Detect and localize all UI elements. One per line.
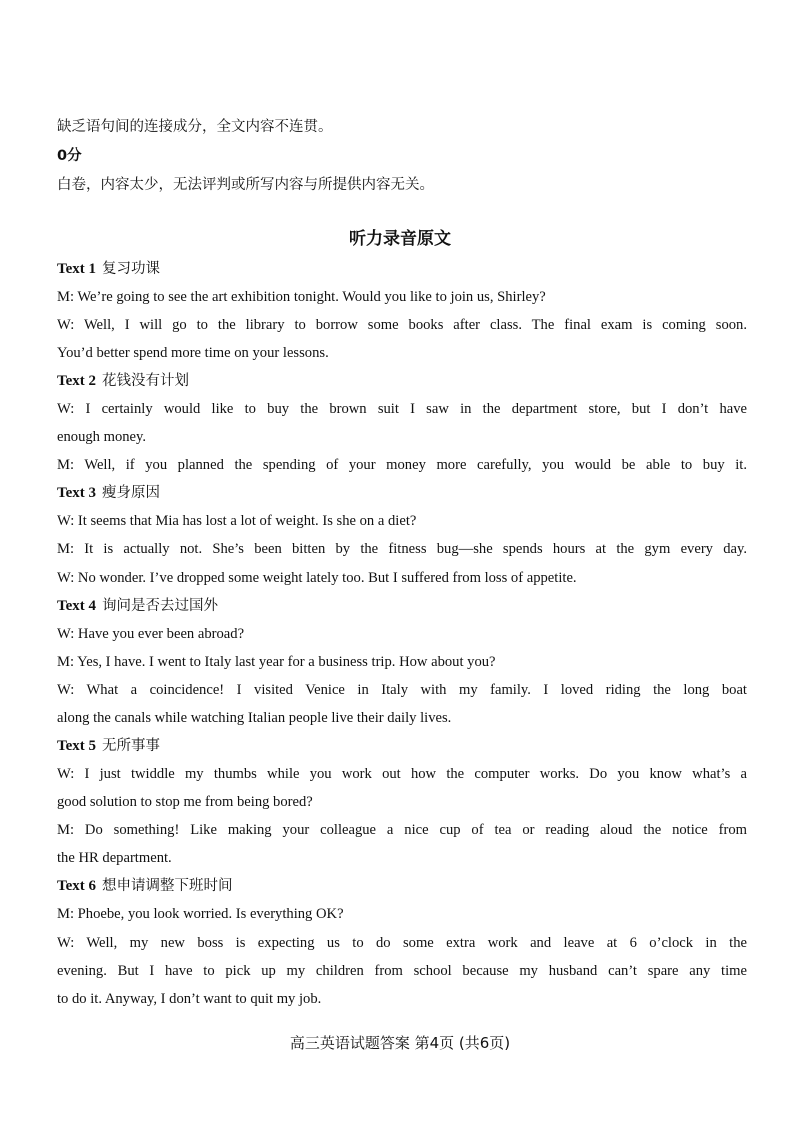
dialog-line: M: It is actually not. She’s been bitten by the fitness bug—she spends hours at the gym every day. — [57, 541, 747, 557]
dialog-line: W: Have you ever been abroad? — [57, 626, 245, 642]
dialog-line: You’d better spend more time on your lessons. — [57, 345, 329, 361]
dialog-line: M: Do something! Like making your colleague a nice cup of tea or reading aloud the notice from — [57, 822, 747, 838]
dialog-line: to do it. Anyway, I don’t want to quit my job. — [57, 991, 322, 1007]
text-1-heading — [57, 259, 747, 279]
text-topic: 瘦身原因 — [102, 485, 161, 501]
dialog-line: along the canals while watching Italian people live their daily lives. — [57, 710, 452, 726]
dialog-line: W: Well, my new boss is expecting us to do some extra work and leave at 6 o’clock in the — [57, 935, 747, 951]
text-label: Text 3 — [57, 485, 97, 501]
dialog-line: good solution to stop me from being bored? — [57, 794, 313, 810]
text-3-heading — [57, 483, 747, 503]
text-5-heading — [57, 736, 747, 756]
text-label: Text 6 — [57, 878, 97, 894]
dialog-line: W: It seems that Mia has lost a lot of weight. Is she on a diet? — [57, 513, 417, 529]
text-2-heading — [57, 371, 747, 391]
text-topic: 想申请调整下班时间 — [102, 878, 233, 894]
dialog-line: W: No wonder. I’ve dropped some weight lately too. But I suffered from loss of appetite. — [57, 570, 577, 586]
text-6-heading — [57, 876, 747, 896]
text-topic: 询问是否去过国外 — [102, 598, 219, 614]
dialog-line: evening. But I have to pick up my children from school because my husband can’t spare any time — [57, 963, 747, 979]
dialog-line: M: Well, if you planned the spending of your money more carefully, you would be able to buy it. — [57, 457, 747, 473]
page-title: 听力录音原文 — [349, 229, 451, 249]
intro-line-2: 白卷，内容太少，无法评判或所写内容与所提供内容无关。 — [57, 177, 434, 193]
text-topic: 花钱没有计划 — [102, 373, 190, 389]
text-4-heading — [57, 596, 747, 616]
page-footer: 高三英语试题答案 第4页 (共6页) — [289, 1034, 511, 1052]
text-label: Text 2 — [57, 373, 97, 389]
dialog-line: M: Phoebe, you look worried. Is everything OK? — [57, 906, 344, 922]
text-topic: 无所事事 — [102, 738, 161, 754]
text-label: Text 5 — [57, 738, 97, 754]
text-label: Text 1 — [57, 261, 97, 277]
dialog-line: the HR department. — [57, 850, 172, 866]
intro-line-1: 缺乏语句间的连接成分，全文内容不连贯。 — [57, 119, 333, 135]
dialog-line: W: What a coincidence! I visited Venice in Italy with my family. I loved riding the long boat — [57, 682, 747, 698]
dialog-line: M: We’re going to see the art exhibition tonight. Would you like to join us, Shirley? — [57, 289, 546, 305]
text-topic: 复习功课 — [102, 261, 161, 277]
dialog-line: M: Yes, I have. I went to Italy last year for a business trip. How about you? — [57, 654, 496, 670]
score-zero-label: 0分 — [57, 148, 82, 164]
dialog-line: enough money. — [57, 429, 147, 445]
text-label: Text 4 — [57, 598, 97, 614]
dialog-line: W: Well, I will go to the library to borrow some books after class. The final exam is coming soon. — [57, 317, 747, 333]
dialog-line: W: I certainly would like to buy the brown suit I saw in the department store, but I don’t have — [57, 401, 747, 417]
dialog-line: W: I just twiddle my thumbs while you work out how the computer works. Do you know what’s a — [57, 766, 747, 782]
